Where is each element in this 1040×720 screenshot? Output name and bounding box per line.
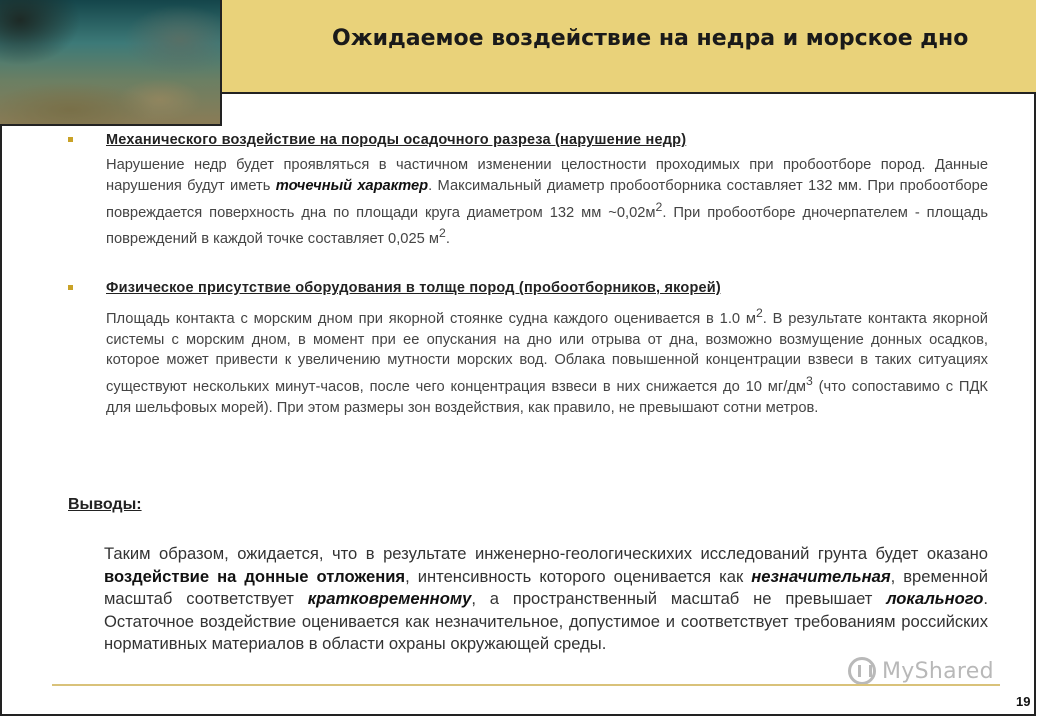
section-2-heading-text: Физическое присутствие оборудования в толще пород (пробоотборников, якорей) [106,279,721,296]
logo-icon [848,657,876,685]
section-2-text-a: Площадь контакта с морским дном при якорной стоянке судна каждого оценивается в 1.0 м [106,310,756,327]
section-2-sup-a: 2 [755,305,763,320]
section-2-paragraph [106,303,988,419]
conclusion-bold-3: кратковременному [307,589,472,608]
footer-divider [52,684,1000,686]
conclusion-text-1: Таким образом, ожидается, что в результате инженерно-геологическихих исследований грунта будет оказано [104,544,988,563]
content-area [68,132,988,419]
section-2-text-b: . В результате контакта якорной системы с морским дном, в момент при ее опускания на дно или отрыва от дна, возможно возмущение донных осадков, которое может привести к увеличению мутности морских вод. Облака повышенной концентрации взвеси в таких ситуациях существуют нескольких минут-часов, после чего концентрация взвеси в них снижается до 10 мг/дм [106,310,988,396]
conclusion-text-4: , а пространственный масштаб не превышает [471,589,887,608]
section-2-text-c: (что сопоставимо с ПДК для шельфовых морей). При этом размеры зон воздействия, как правило, не превышают сотни метров. [106,379,988,416]
section-1-heading [68,132,988,148]
conclusion-text-2: , интенсивность которого оценивается как [405,566,752,586]
underwater-photo [0,0,222,126]
section-1-text-b: . Максимальный диаметр пробоотборника составляет 132 мм. При пробоотборе повреждается поверхность дна по площади круга диаметром 132 мм ~0,02м [106,177,988,221]
bullet-icon [68,285,73,290]
section-1-text-c: . При пробоотборе дночерпателем - площадь повреждений в каждой точке составляет 0,025 м [106,204,988,248]
logo-text: MyShared [882,658,994,684]
section-2-heading [68,280,988,296]
slide-title: Ожидаемое воздействие на недра и морское дно [332,26,969,51]
myshared-logo [848,656,994,686]
page-number: 19 [1016,694,1031,709]
conclusion-paragraph [104,543,988,656]
conclusion-bold-1: воздействие на донные отложения [104,566,406,586]
title-band [220,0,1036,94]
section-1-sup-b: 2 [438,226,446,241]
section-1-text-d: . [445,231,450,248]
conclusion-text-3: , временной масштаб соответствует [104,566,988,608]
section-1-emphasis: точечный характер [275,177,429,194]
conclusion-text-5: . Остаточное воздействие оценивается как незначительное, допустимое и соответствует требованиям российских нормативных материалов в области охраны окружающей среды. [104,589,989,653]
conclusion-bold-2: незначительная [751,566,891,586]
conclusion-heading: Выводы: [68,496,142,513]
section-1-text-a: Нарушение недр будет проявляться в частичном изменении целостности проходимых при пробоотборе пород. Данные нарушения будут иметь [106,157,988,194]
conclusion-bold-4: локального [886,589,984,608]
rock-shadow [0,0,90,70]
bullet-icon [68,137,73,142]
section-1-sup-a: 2 [655,199,663,214]
section-2-sup-b: 3 [806,374,813,389]
section-1-paragraph [106,155,988,250]
section-1-heading-text: Механического воздействие на породы осадочного разреза (нарушение недр) [106,132,687,148]
